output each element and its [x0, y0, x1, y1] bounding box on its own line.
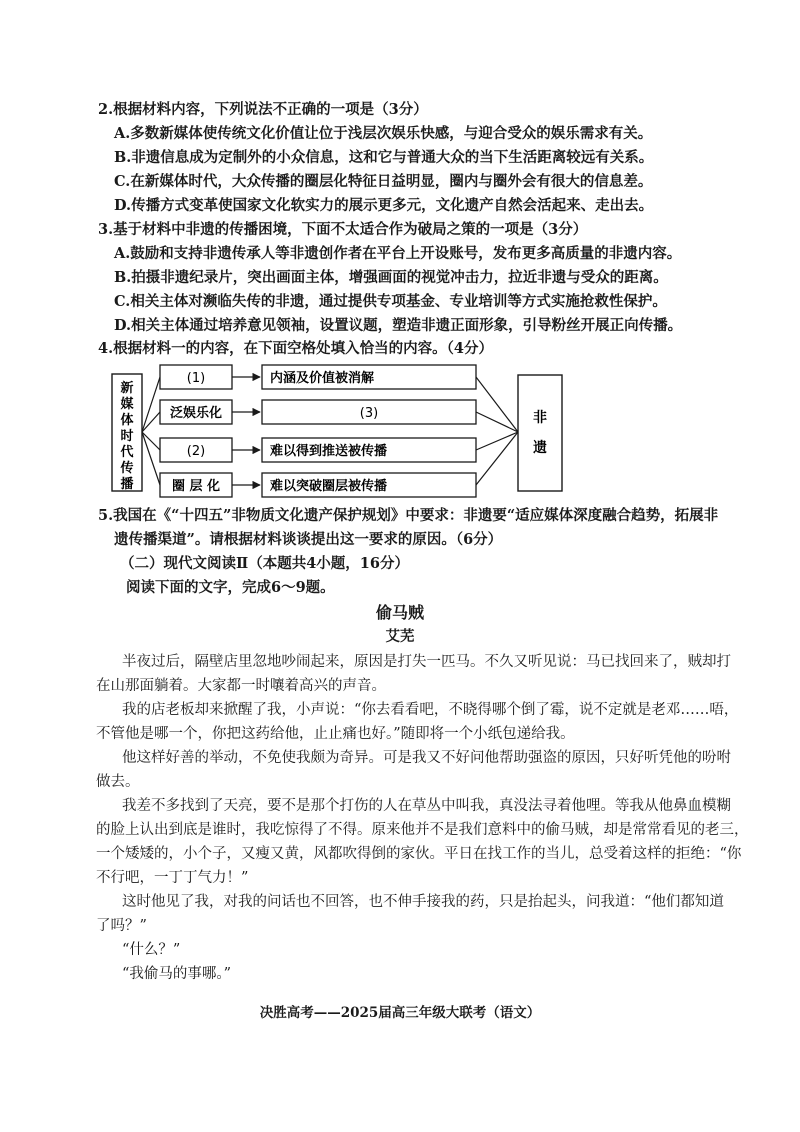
right-char: 遗 — [533, 440, 547, 456]
story-line: “我偷马的事哪。” — [122, 966, 232, 982]
story-line: 我的店老板却来掀醒了我，小声说：“你去看看吧，不晓得哪个倒了霉，说不定就是老邓……唔， — [122, 702, 739, 718]
left-char: 代 — [120, 445, 134, 460]
story-title: 偷马贼 — [375, 603, 424, 622]
q3-option-d: D.相关主体通过培养意见领袖，设置议题，塑造非遗正面形象，引导粉丝开展正向传播。 — [114, 317, 683, 334]
story-line: 的脸上认出到底是谁时，我吃惊得了不得。原来他并不是我们意料中的偷马贼，却是常常看见的老三， — [96, 822, 749, 838]
story-author: 艾芜 — [385, 628, 415, 645]
row3-left-label: (2) — [186, 444, 206, 459]
section-instruction: 阅读下面的文字，完成6～9题。 — [126, 579, 335, 596]
q2-option-b: B.非遗信息成为定制外的小众信息，这和它与普通大众的当下生活距离较远有关系。 — [114, 149, 654, 166]
story-line: 了吗？” — [96, 918, 147, 934]
row1-left-label: (1) — [186, 371, 206, 386]
q2-option-a: A.多数新媒体使传统文化价值让位于浅层次娱乐快感，与迎合受众的娱乐需求有关。 — [114, 125, 653, 142]
row2-left-label: 泛娱乐化 — [169, 406, 223, 421]
flow-diagram — [0, 358, 800, 498]
q4-stem: 4.根据材料一的内容，在下面空格处填入恰当的内容。（4分） — [98, 340, 493, 357]
story-line: 一个矮矮的，小个子，又瘦又黄，风都吹得倒的家伙。平日在找工作的当儿，总受着这样的拒绝：“你 — [96, 846, 742, 862]
row2-right-label: (3) — [359, 406, 379, 421]
left-char: 媒 — [120, 397, 134, 412]
story-line: 这时他见了我，对我的问话也不回答，也不伸手接我的药，只是抬起头，问我道：“他们都知道 — [122, 894, 724, 910]
section-heading: （二）现代文阅读Ⅱ（本题共4小题，16分） — [120, 555, 409, 572]
left-char: 新 — [120, 381, 134, 396]
q2-option-d: D.传播方式变革使国家文化软实力的展示更多元，文化遗产自然会活起来、走出去。 — [114, 197, 654, 214]
q2-option-c: C.在新媒体时代，大众传播的圈层化特征日益明显，圈内与圈外会有很大的信息差。 — [114, 173, 653, 190]
right-target-box — [518, 375, 562, 491]
story-line: 做去。 — [96, 774, 140, 790]
q3-option-b: B.拍摄非遗纪录片，突出画面主体，增强画面的视觉冲击力，拉近非遗与受众的距离。 — [114, 269, 668, 286]
q5-line-1: 5.我国在《“十四五”非物质文化遗产保护规划》中要求：非遗要“适应媒体深度融合趋势，拓展非 — [98, 507, 719, 524]
story-line: “什么？” — [122, 942, 181, 958]
q5-line-2: 遗传播渠道”。请根据材料谈谈提出这一要求的原因。（6分） — [114, 531, 503, 548]
story-line: 在山那面躺着。大家都一时嚷着高兴的声音。 — [96, 678, 386, 694]
right-char: 非 — [533, 410, 547, 426]
left-char: 传 — [120, 461, 134, 476]
story-line: 不管他是哪一个，你把这药给他，止止痛也好。”随即将一个小纸包递给我。 — [96, 726, 575, 742]
q3-option-a: A.鼓励和支持非遗传承人等非遗创作者在平台上开设账号，发布更多高质量的非遗内容。 — [114, 245, 682, 262]
row1-right-label: 内涵及价值被消解 — [270, 371, 375, 386]
left-char: 时 — [120, 429, 134, 444]
story-line: 他这样好善的举动，不免使我颇为奇异。可是我又不好问他帮助强盗的原因，只好听凭他的吩咐 — [122, 750, 731, 766]
q2-stem: 2.根据材料内容，下列说法不正确的一项是（3分） — [98, 101, 428, 118]
q3-stem: 3.基于材料中非遗的传播困境，下面不太适合作为破局之策的一项是（3分） — [98, 221, 588, 238]
story-line: 不行吧，一丁丁气力！” — [96, 870, 249, 886]
left-char: 体 — [120, 413, 134, 428]
left-char: 播 — [120, 477, 134, 492]
row3-right-label: 难以得到推送被传播 — [270, 444, 388, 459]
story-line: 半夜过后，隔壁店里忽地吵闹起来，原因是打失一匹马。不久又听见说：马已找回来了，贼却打 — [122, 654, 731, 670]
page-footer: 决胜高考——2025届高三年级大联考（语文） — [259, 1005, 541, 1021]
row4-right-label: 难以突破圈层被传播 — [270, 479, 388, 494]
story-line: 我差不多找到了天亮，要不是那个打伤的人在草丛中叫我，真没法寻着他哩。等我从他鼻血模糊 — [122, 798, 731, 814]
row4-left-label: 圈 层 化 — [171, 479, 221, 494]
q3-option-c: C.相关主体对濒临失传的非遗，通过提供专项基金、专业培训等方式实施抢救性保护。 — [114, 293, 667, 310]
